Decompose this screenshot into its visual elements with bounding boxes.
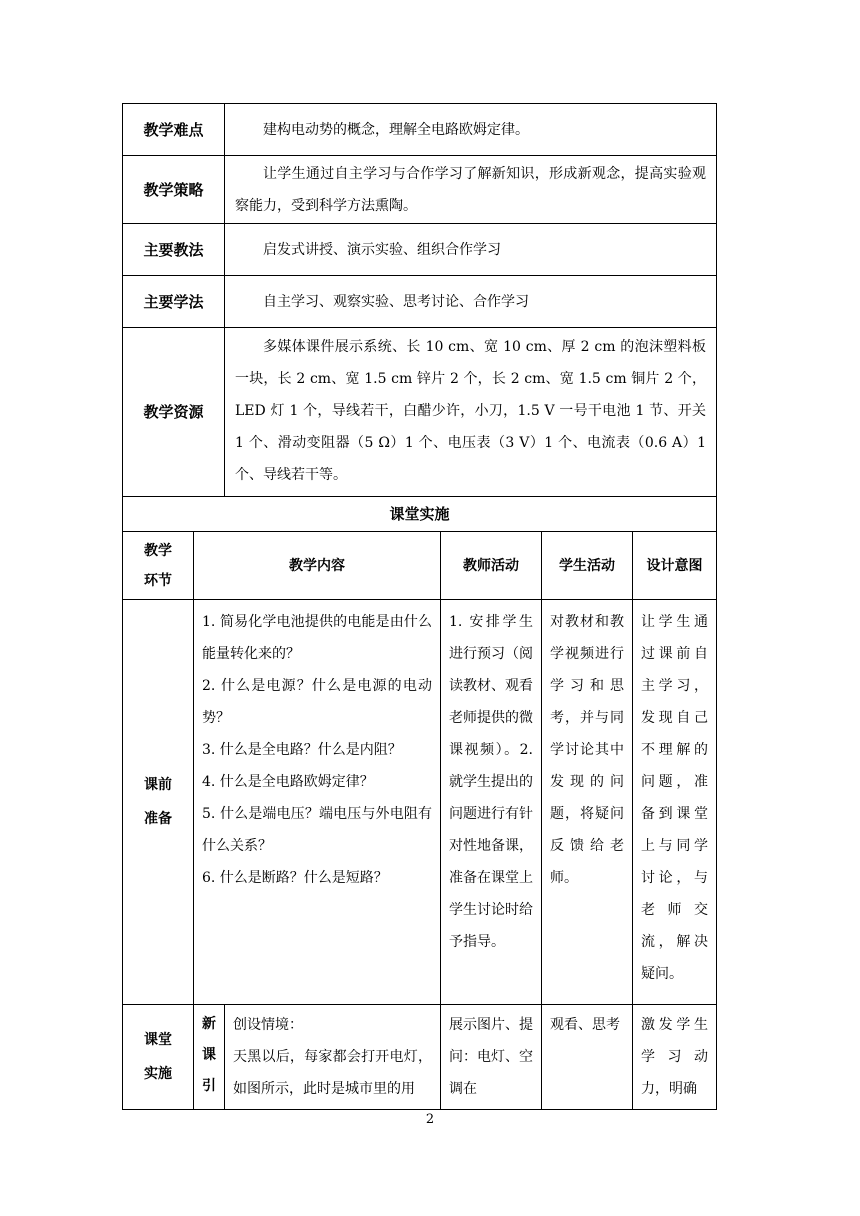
header-stage-line1: 教学 xyxy=(144,542,172,559)
strategy-label: 教学策略 xyxy=(143,180,204,199)
class-content xyxy=(225,1005,440,1109)
teaching-method-content xyxy=(225,224,716,275)
class-stage-line1: 课堂 xyxy=(144,1032,172,1048)
difficulty-label: 教学难点 xyxy=(143,120,204,139)
prep-design-intent: 让学生通过课前自主学习，发现自己不理解的问题，准备到课堂上与同学讨论，与老师交流，解决疑问。 xyxy=(641,614,708,982)
learning-method-label: 主要学法 xyxy=(143,292,204,311)
prep-stage xyxy=(123,600,193,1004)
class-stage-line2: 实施 xyxy=(144,1066,172,1082)
teaching-method-text: 启发式讲授、演示实验、组织合作学习 xyxy=(263,241,501,258)
prep-question: 6. 什么是断路？什么是短路？ xyxy=(202,870,388,886)
header-intent: 设计意图 xyxy=(646,557,703,574)
difficulty-text: 建构电动势的概念，理解全电路欧姆定律。 xyxy=(263,121,529,138)
learning-method-content xyxy=(225,276,716,327)
sub-stage-char: 课 xyxy=(202,1047,216,1063)
class-student-activity: 观看、思考 xyxy=(550,1017,620,1033)
class-design-intent: 激发学生学习动力，明确 xyxy=(641,1017,708,1097)
teaching-method-label: 主要教法 xyxy=(143,240,204,259)
class-content-body: 天黑以后，每家都会打开电灯，如图所示，此时是城市里的用 xyxy=(233,1049,432,1097)
prep-stage-line1: 课前 xyxy=(144,777,172,793)
header-stage xyxy=(123,532,193,599)
class-teacher-activity: 展示图片、提问：电灯、空调在 xyxy=(449,1017,533,1097)
header-student: 学生活动 xyxy=(559,557,615,574)
prep-question: 5. 什么是端电压？端电压与外电阻有什么关系？ xyxy=(202,806,432,854)
header-teacher: 教师活动 xyxy=(463,557,519,574)
resources-content: 多媒体课件展示系统、长 10 cm、宽 10 cm、厚 2 cm 的泡沫塑料板一块，长 2 cm、宽 1.5 cm 锌片 2 个，长 2 cm、宽 1.5 cm 铜片 2 个，LED 灯 1 个，导线若干，白醋少许，小刀，1.5 V 一号干电池 1 节、开关 1 个、滑动变阻器（5 Ω）1 个、电压表（3 V）1 个、电流表（0.6 A）1 个、导线若干等。 xyxy=(235,339,706,483)
strategy-content: 让学生通过自主学习与合作学习了解新知识，形成新观念，提高实验观察能力，受到科学方法熏陶。 xyxy=(235,166,706,214)
class-content-heading: 创设情境： xyxy=(233,1017,303,1033)
learning-method-text: 自主学习、观察实验、思考讨论、合作学习 xyxy=(263,293,529,310)
prep-question: 2. 什么是电源？什么是电源的电动势？ xyxy=(202,678,432,726)
class-stage xyxy=(123,1005,193,1109)
difficulty-content xyxy=(225,104,716,155)
sub-stage-char: 引 xyxy=(202,1078,216,1094)
prep-question: 4. 什么是全电路欧姆定律？ xyxy=(202,774,374,790)
prep-student-activity: 对教材和教学视频进行学习和思考，并与同学讨论其中发现的问题，将疑问反馈给老师。 xyxy=(550,614,624,886)
header-stage-line2: 环节 xyxy=(144,572,172,589)
prep-questions xyxy=(194,600,440,1004)
prep-question: 1. 简易化学电池提供的电能是由什么能量转化来的？ xyxy=(202,614,432,662)
header-content: 教学内容 xyxy=(289,557,345,574)
section-title: 课堂实施 xyxy=(389,505,450,523)
page-number: 2 xyxy=(425,1112,435,1127)
table-line xyxy=(122,1109,717,1110)
prep-teacher-activity: 1. 安排学生进行预习（阅读教材、观看老师提供的微课视频）。2. 就学生提出的问题进行有针对性地备课，准备在课堂上学生讨论时给予指导。 xyxy=(449,614,533,950)
class-sub-stage xyxy=(194,1005,224,1109)
sub-stage-char: 新 xyxy=(202,1016,216,1032)
prep-stage-line2: 准备 xyxy=(144,811,172,827)
prep-question: 3. 什么是全电路？什么是内阻？ xyxy=(202,742,402,758)
table-line xyxy=(716,103,717,1110)
resources-label: 教学资源 xyxy=(143,403,204,421)
